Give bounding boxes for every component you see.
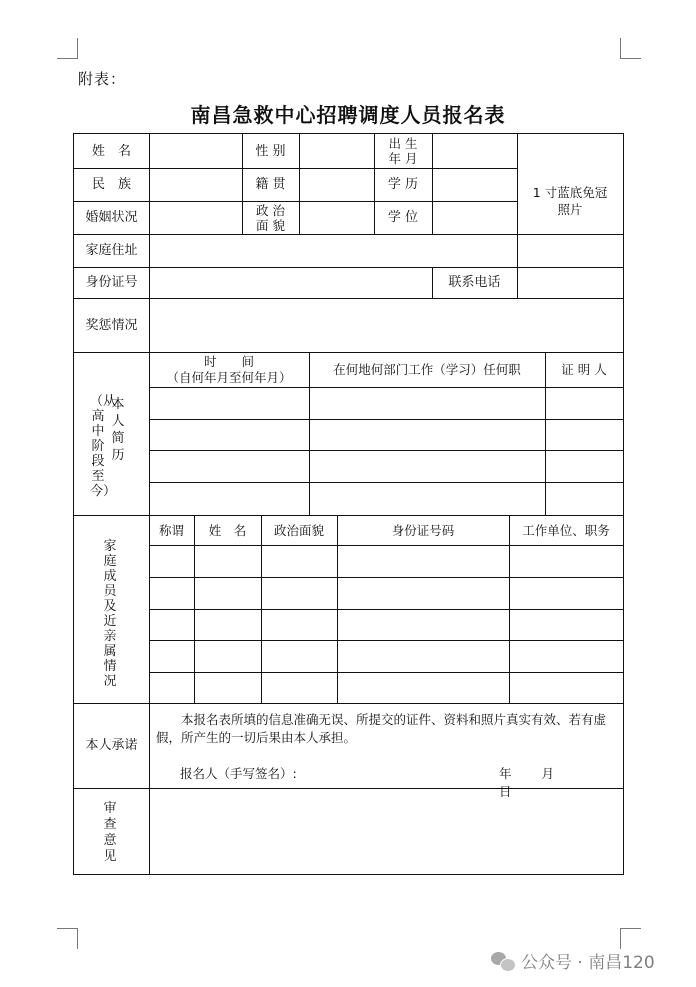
date-day: 日 bbox=[499, 784, 512, 799]
annex-label: 附表： bbox=[78, 70, 127, 88]
wechat-icon bbox=[490, 950, 516, 972]
grid-line bbox=[432, 134, 433, 234]
sign-date bbox=[499, 764, 623, 800]
grid-line bbox=[149, 450, 623, 451]
label-birth-date: 出 生 年 月 bbox=[388, 136, 418, 166]
registration-form bbox=[73, 133, 624, 875]
resume-side-label: 本人简历 bbox=[111, 397, 125, 463]
family-col-employer: 工作单位、职务 bbox=[522, 522, 610, 538]
grid-line bbox=[149, 387, 623, 388]
watermark-text: 公众号 · 南昌120 bbox=[521, 953, 655, 973]
label-ethnicity: 民 族 bbox=[91, 177, 131, 192]
pledge-content bbox=[74, 703, 623, 799]
grid-line bbox=[299, 134, 300, 234]
label-education: 学 历 bbox=[387, 177, 419, 192]
date-month: 月 bbox=[541, 766, 555, 781]
grid-line bbox=[149, 640, 623, 641]
grid-line bbox=[149, 545, 623, 546]
grid-line bbox=[74, 267, 623, 268]
grid-line bbox=[74, 298, 623, 299]
label-phone: 联系电话 bbox=[448, 275, 501, 290]
label-pledge: 本人承诺 bbox=[85, 738, 138, 753]
family-side-label: 家庭成员及近亲属情况 bbox=[103, 539, 117, 689]
label-name: 姓 名 bbox=[91, 143, 131, 159]
label-native-place: 籍 贯 bbox=[255, 177, 286, 192]
label-political-status: 政 治 面 貌 bbox=[256, 202, 285, 233]
grid-line bbox=[149, 482, 623, 483]
label-review: 审查意见 bbox=[103, 801, 117, 864]
label-home-address: 家庭住址 bbox=[85, 243, 138, 258]
grid-line bbox=[149, 672, 623, 673]
grid-line bbox=[149, 609, 623, 610]
family-col-name: 姓 名 bbox=[208, 522, 247, 538]
crop-mark-top-right bbox=[620, 38, 641, 59]
date-year: 年 bbox=[499, 766, 512, 781]
resume-side-label-period: （从高中阶段至今） bbox=[90, 394, 117, 499]
family-col-id-number: 身份证号码 bbox=[391, 522, 455, 538]
grid-line bbox=[149, 577, 623, 578]
signer-label: 报名人（手写签名）: bbox=[180, 766, 297, 781]
crop-mark-bottom-right bbox=[620, 928, 641, 949]
label-gender: 性 别 bbox=[255, 143, 286, 159]
crop-mark-bottom-left bbox=[57, 928, 78, 949]
label-marital-status: 婚姻状况 bbox=[85, 210, 138, 225]
resume-col-witness: 证 明 人 bbox=[561, 362, 607, 377]
grid-line bbox=[517, 267, 518, 298]
resume-col-unit: 在何地何部门工作（学习）任何职 bbox=[333, 362, 521, 377]
label-rewards: 奖惩情况 bbox=[85, 317, 138, 333]
watermark bbox=[490, 948, 655, 973]
photo-placeholder: 1 寸蓝底免冠 照片 bbox=[532, 184, 608, 217]
grid-line bbox=[149, 419, 623, 420]
label-id-number: 身份证号 bbox=[85, 275, 138, 290]
family-col-relation: 称谓 bbox=[158, 522, 184, 538]
form-title: 南昌急救中心招聘调度人员报名表 bbox=[190, 103, 506, 127]
family-col-political: 政治面貌 bbox=[273, 522, 324, 538]
pledge-text: 本报名表所填的信息准确无误、所提交的证件、资料和照片真实有效、若有虚假，所产生的一切后果由本人承担。 bbox=[156, 712, 607, 745]
crop-mark-top-left bbox=[57, 38, 78, 59]
label-degree: 学 位 bbox=[387, 210, 419, 225]
resume-col-time: 时 间 （自何年月至何年月） bbox=[166, 353, 292, 385]
